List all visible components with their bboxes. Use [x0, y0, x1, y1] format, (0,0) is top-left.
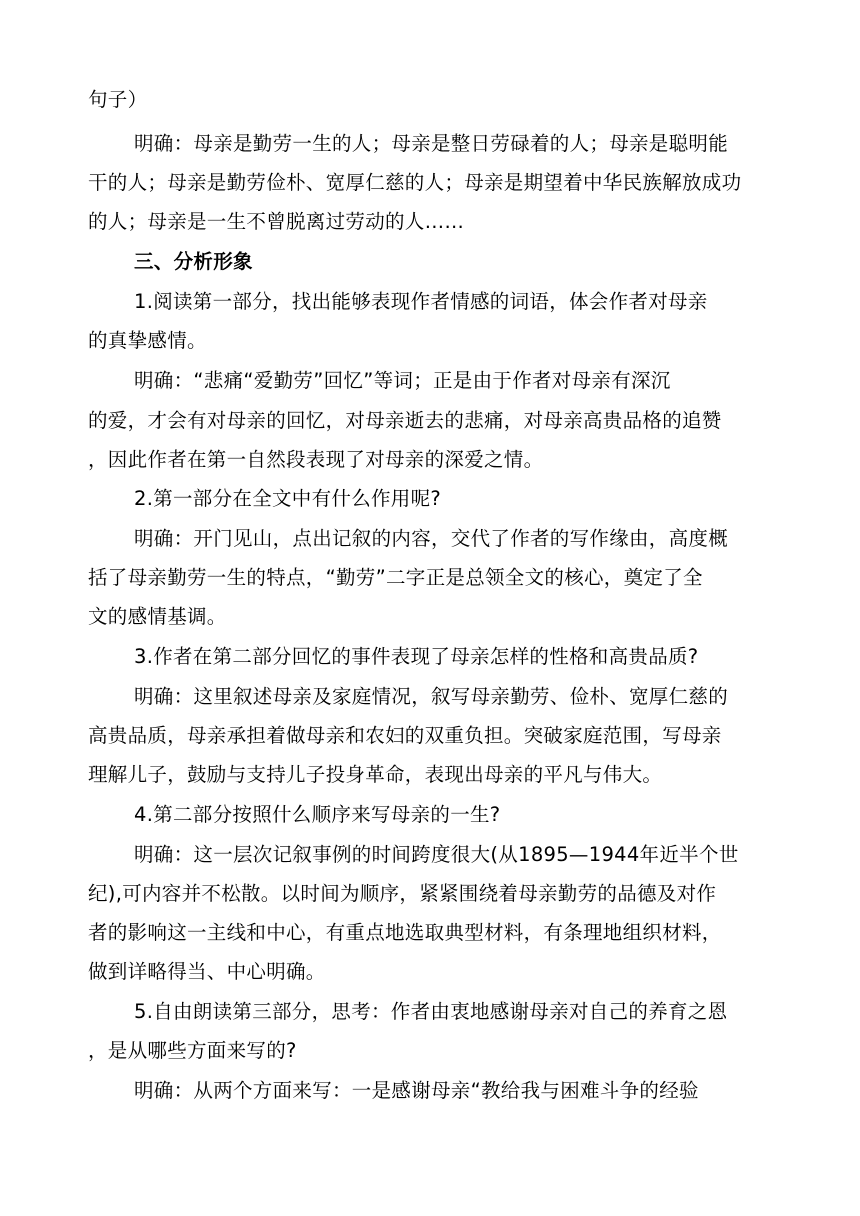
question-line: 5.自由朗读第三部分，思考：作者由衷地感谢母亲对自己的养育之恩 — [134, 1000, 728, 1023]
question-line: 4.第二部分按照什么顺序来写母亲的一生? — [134, 803, 501, 826]
answer-paragraph-line: 的爱，才会有对母亲的回忆，对母亲逝去的悲痛，对母亲高贵品格的追赞 — [88, 409, 722, 432]
answer-paragraph-line: 干的人；母亲是勤劳俭朴、宽厚仁慈的人；母亲是期望着中华民族解放成功 — [88, 171, 742, 194]
answer-paragraph-line: ，因此作者在第一自然段表现了对母亲的深爱之情。 — [88, 448, 544, 471]
answer-paragraph-line: 高贵品质，母亲承担着做母亲和农妇的双重负担。突破家庭范围，写母亲 — [88, 724, 722, 747]
answer-paragraph-line: 明确：开门见山，点出记叙的内容，交代了作者的写作缘由，高度概 — [134, 527, 729, 550]
section-heading: 三、分析形象 — [134, 250, 253, 273]
answer-paragraph-line: 明确：母亲是勤劳一生的人；母亲是整日劳碌着的人；母亲是聪明能 — [134, 132, 729, 155]
answer-paragraph-line: 明确：这一层次记叙事例的时间跨度很大(从1895—1944年近半个世 — [134, 843, 739, 866]
answer-paragraph-line: 者的影响这一主线和中心，有重点地选取典型材料，有条理地组织材料， — [88, 921, 722, 944]
answer-paragraph-line: 明确：这里叙述母亲及家庭情况，叙写母亲勤劳、俭朴、宽厚仁慈的 — [134, 685, 729, 708]
answer-paragraph-line: 明确：从两个方面来写：一是感谢母亲“教给我与困难斗争的经验 — [134, 1079, 699, 1102]
text-line-continuation: 句子） — [88, 88, 148, 111]
answer-paragraph-line: 括了母亲勤劳一生的特点，“勤劳”二字正是总领全文的核心，奠定了全 — [88, 566, 703, 589]
question-line: 2.第一部分在全文中有什么作用呢? — [134, 487, 442, 510]
answer-paragraph-line: 明确：“悲痛“爱勤劳”回忆”等词；正是由于作者对母亲有深沉 — [134, 369, 671, 392]
question-line: 1.阅读第一部分，找出能够表现作者情感的词语，体会作者对母亲 — [134, 290, 708, 313]
question-line: 的真挚感情。 — [88, 329, 207, 352]
answer-paragraph-line: 理解儿子，鼓励与支持儿子投身革命，表现出母亲的平凡与伟大。 — [88, 763, 663, 786]
question-line: 3.作者在第二部分回忆的事件表现了母亲怎样的性格和高贵品质? — [134, 645, 699, 668]
answer-paragraph-line: 纪),可内容并不松散。以时间为顺序，紧紧围绕着母亲勤劳的品德及对作 — [88, 882, 717, 905]
answer-paragraph-line: 的人；母亲是一生不曾脱离过劳动的人…… — [88, 210, 465, 233]
answer-paragraph-line: 文的感情基调。 — [88, 605, 227, 628]
question-line: ，是从哪些方面来写的? — [88, 1039, 297, 1062]
answer-paragraph-line: 做到详略得当、中心明确。 — [88, 960, 326, 983]
